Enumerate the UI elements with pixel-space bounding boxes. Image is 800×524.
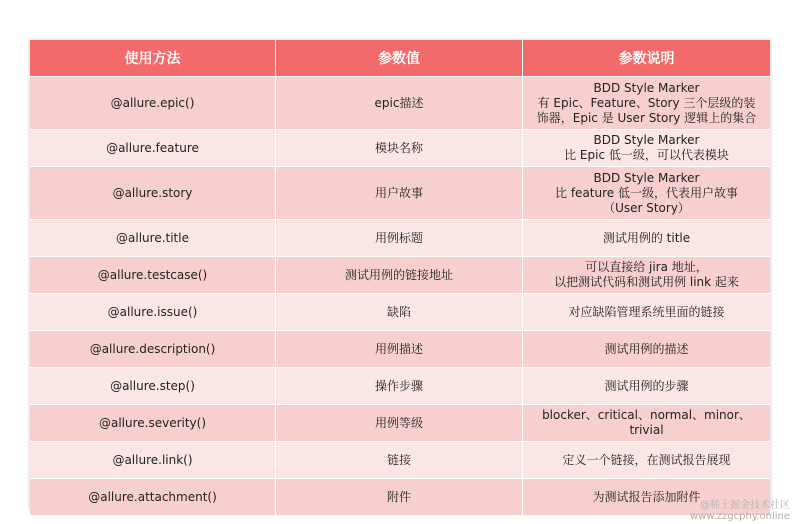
allure-decorator-table xyxy=(30,40,770,510)
header-usage: 使用方法 xyxy=(30,40,276,76)
description-line: blocker、critical、normal、minor、 xyxy=(542,408,751,422)
cell-description xyxy=(523,441,770,478)
description-line: 对应缺陷管理系统里面的链接 xyxy=(568,304,725,319)
cell-value: 附件 xyxy=(276,478,523,515)
cell-value: 用例描述 xyxy=(276,330,523,367)
description-line: （User Story） xyxy=(603,200,690,215)
cell-usage: @allure.epic() xyxy=(30,76,276,129)
table-row xyxy=(30,330,770,367)
description-line: 比 Epic 低一级，可以代表模块 xyxy=(564,148,729,162)
parameter-table xyxy=(30,40,770,515)
watermark-line: @稀土掘金技术社区 xyxy=(700,500,790,511)
description-line: 可以直接给 jira 地址， xyxy=(585,260,708,274)
cell-usage: @allure.description() xyxy=(30,330,276,367)
table-body xyxy=(30,76,770,515)
cell-description xyxy=(523,219,770,256)
header-value: 参数值 xyxy=(276,40,523,76)
description-line: 定义一个链接，在测试报告展现 xyxy=(562,452,731,467)
cell-usage: @allure.title xyxy=(30,219,276,256)
cell-usage: @allure.testcase() xyxy=(30,256,276,293)
description-line: 测试用例的 title xyxy=(602,230,691,245)
cell-usage: @allure.attachment() xyxy=(30,478,276,515)
description-line: BDD Style Marker xyxy=(593,133,700,147)
table-row xyxy=(30,166,770,219)
watermark-line: www.zzgcphy.online xyxy=(690,511,790,522)
table-row xyxy=(30,441,770,478)
cell-value: 测试用例的链接地址 xyxy=(276,256,523,293)
cell-usage: @allure.severity() xyxy=(30,404,276,441)
description-line: BDD Style Marker xyxy=(593,80,700,95)
cell-usage: @allure.feature xyxy=(30,129,276,166)
description-line: 测试用例的步骤 xyxy=(604,378,689,393)
description-line: 有 Epic、Feature、Story 三个层级的装 xyxy=(537,95,756,110)
cell-value: 用例等级 xyxy=(276,404,523,441)
table-row xyxy=(30,367,770,404)
description-line: 饰器，Epic 是 User Story 逻辑上的集合 xyxy=(536,110,757,125)
cell-value: 缺陷 xyxy=(276,293,523,330)
table-row xyxy=(30,404,770,441)
watermark xyxy=(690,500,790,522)
table-row xyxy=(30,478,770,515)
description-line: 测试用例的描述 xyxy=(604,341,689,356)
cell-usage: @allure.link() xyxy=(30,441,276,478)
table-header-row xyxy=(30,40,770,76)
description-line: 比 feature 低一级，代表用户故事 xyxy=(555,185,738,200)
cell-description xyxy=(523,293,770,330)
cell-value: 用户故事 xyxy=(276,166,523,219)
table-row xyxy=(30,293,770,330)
cell-value: 用例标题 xyxy=(276,219,523,256)
description-line: trivial xyxy=(629,423,664,437)
cell-value: 操作步骤 xyxy=(276,367,523,404)
cell-description xyxy=(523,129,770,166)
cell-description xyxy=(523,166,770,219)
description-line: 为测试报告添加附件 xyxy=(592,489,701,504)
table-row xyxy=(30,219,770,256)
table-row xyxy=(30,129,770,166)
description-line: BDD Style Marker xyxy=(593,170,700,185)
cell-description xyxy=(523,76,770,129)
header-description: 参数说明 xyxy=(523,40,770,76)
cell-value: 模块名称 xyxy=(276,129,523,166)
table-row xyxy=(30,76,770,129)
cell-description xyxy=(523,256,770,293)
description-line: 以把测试代码和测试用例 link 起来 xyxy=(554,275,739,289)
cell-value: epic描述 xyxy=(276,76,523,129)
cell-usage: @allure.issue() xyxy=(30,293,276,330)
cell-value: 链接 xyxy=(276,441,523,478)
cell-description xyxy=(523,330,770,367)
cell-usage: @allure.story xyxy=(30,166,276,219)
cell-usage: @allure.step() xyxy=(30,367,276,404)
cell-description xyxy=(523,404,770,441)
cell-description xyxy=(523,367,770,404)
table-row xyxy=(30,256,770,293)
